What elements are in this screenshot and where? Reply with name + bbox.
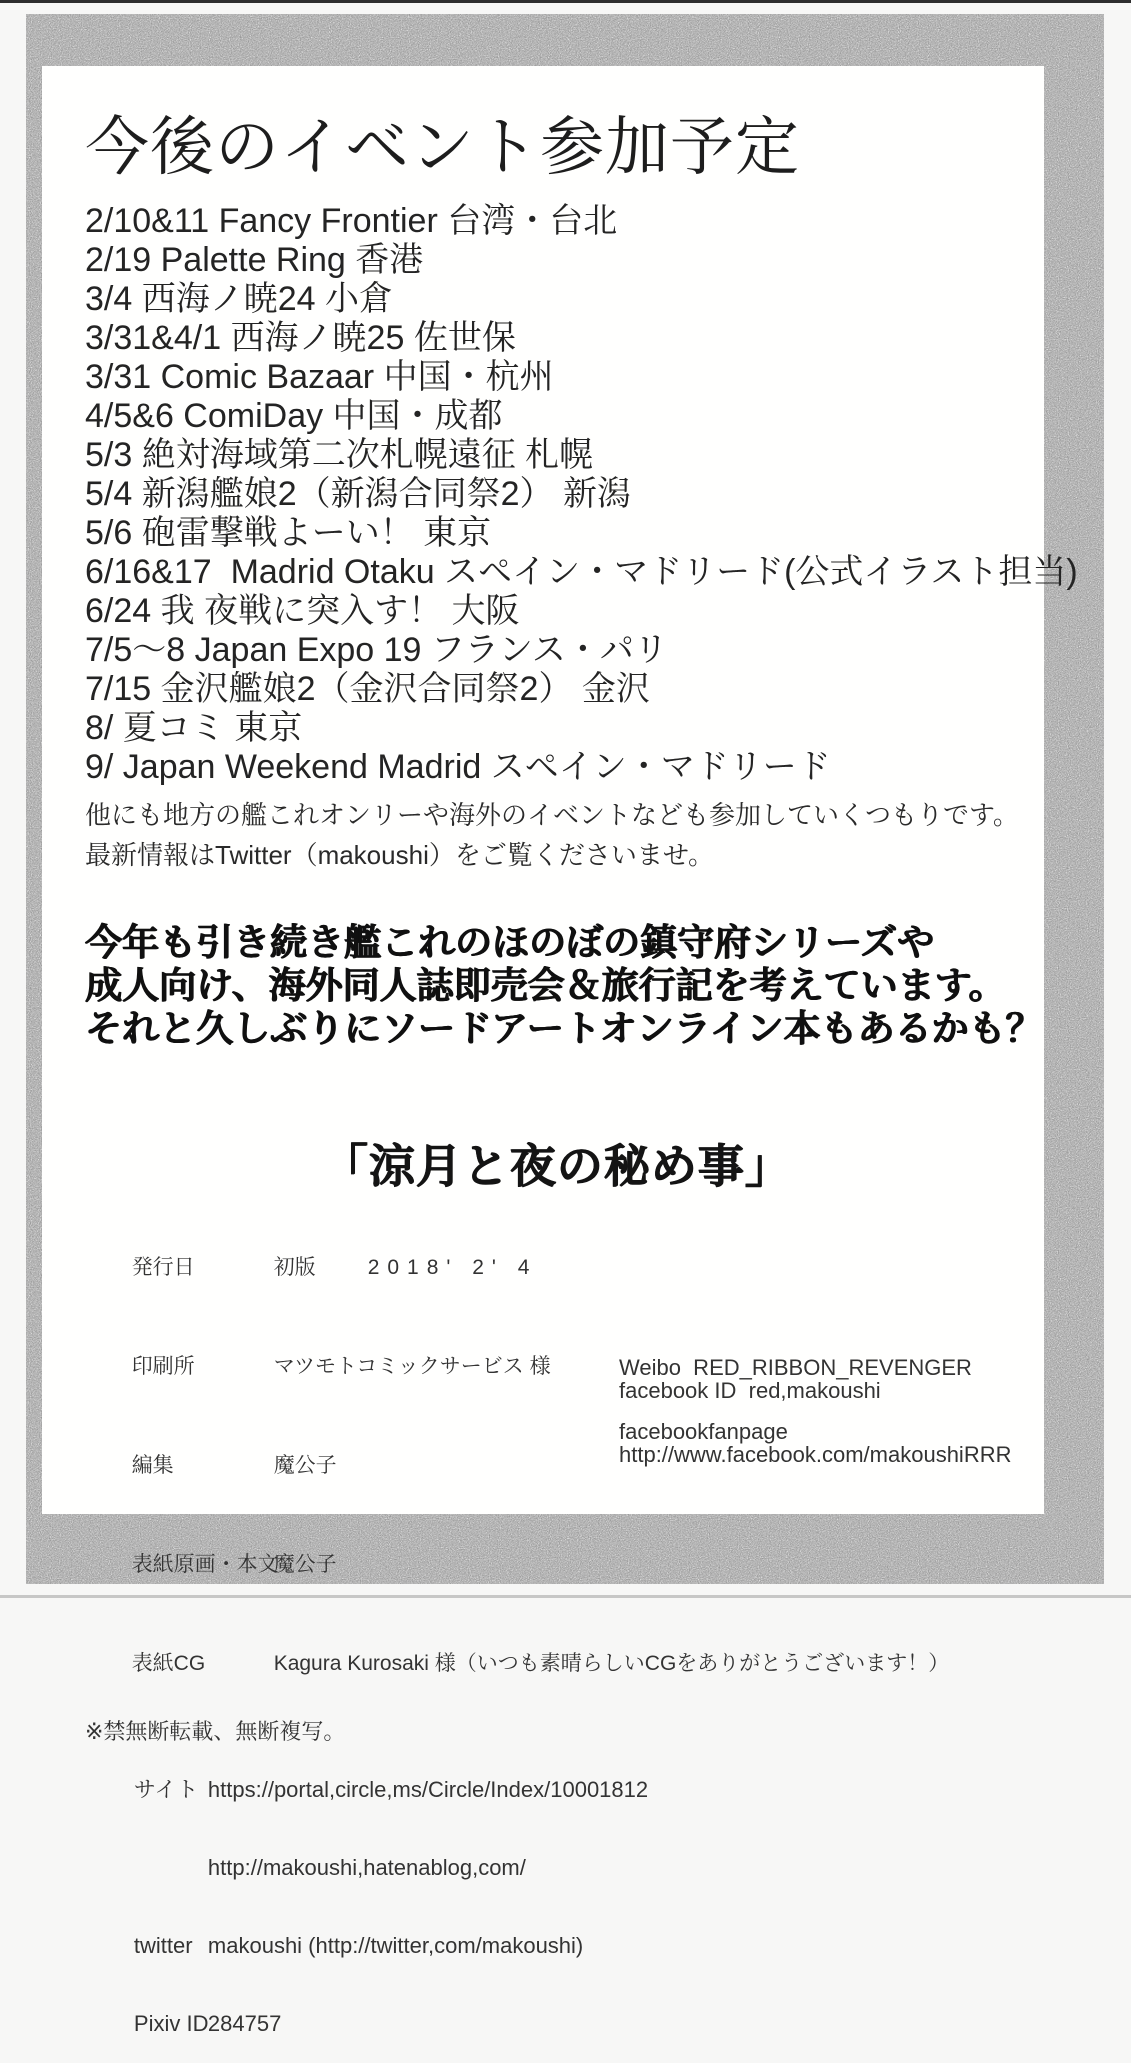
site-links-block [85, 1751, 1028, 2063]
colophon-label: 印刷所 [131, 1355, 195, 1378]
event-item: 5/6 砲雷撃戦よーい！ 東京 [85, 514, 492, 552]
event-item: 8/ 夏コミ 東京 [85, 709, 303, 747]
note-line: 最新情報はTwitter（makoushi）をご覧くださいませ。 [85, 840, 715, 870]
colophon-value: マツモトコミックサービス 様 [273, 1355, 551, 1378]
link-row [85, 1751, 1028, 1829]
pixiv-id: 284757 [207, 2011, 282, 2036]
event-item: 6/16&17 Madrid Otaku スペイン・マドリード(公式イラスト担当) [85, 553, 1078, 591]
copyright-notice: ※禁無断転載、無断複写。 [85, 1719, 346, 1744]
event-item: 2/10&11 Fancy Frontier 台湾・台北 [85, 202, 618, 240]
colophon-label: 編集 [131, 1454, 174, 1477]
link-row [85, 1829, 1028, 1907]
colophon-row [85, 1218, 1028, 1317]
colophon-value: Kagura Kurosaki 様（いつも素晴らしいCGをありがとうございます！） [273, 1652, 950, 1675]
twitter-handle: makoushi (http://twitter,com/makoushi) [207, 1933, 584, 1958]
event-item: 4/5&6 ComiDay 中国・成都 [85, 397, 503, 435]
announcement-line: それと久しぶりにソードアートオンライン本もあるかも？ [85, 1008, 1043, 1049]
colophon-label: 発行日 [131, 1256, 195, 1279]
colophon-value: 魔公子 [273, 1553, 337, 1576]
announcement-line: 今年も引き続き艦これのほのぼの鎮守府シリーズや [85, 922, 935, 963]
link-row [85, 1985, 1028, 2063]
page-content [42, 66, 1078, 2063]
event-item: 3/31&4/1 西海ノ暁25 佐世保 [85, 319, 516, 357]
notes-block [85, 795, 1028, 875]
colophon-row [85, 1614, 1028, 1713]
event-item: 7/15 金沢艦娘2（金沢合同祭2） 金沢 [85, 670, 650, 708]
colophon-row [85, 1515, 1028, 1614]
colophon-value: 魔公子 [273, 1454, 337, 1477]
link-row [85, 1907, 1028, 1985]
scan-bottom-edge-line [0, 1595, 1131, 1598]
event-item: 5/3 絶対海域第二次札幌遠征 札幌 [85, 436, 594, 474]
note-line: 他にも地方の艦これオンリーや海外のイベントなども参加していくつもりです。 [85, 800, 1019, 830]
colophon-label: 表紙CG [131, 1652, 206, 1675]
weibo-id: Weibo RED_RIBBON_REVENGER [619, 1355, 972, 1380]
facebook-id: facebook ID red,makoushi [619, 1378, 881, 1403]
event-item: 9/ Japan Weekend Madrid スペイン・マドリード [85, 748, 831, 786]
page-content-area [42, 66, 1078, 2036]
scan-top-edge-line [0, 0, 1131, 3]
blog-url: http://makoushi,hatenablog,com/ [207, 1855, 526, 1880]
facebook-fanpage-url: http://www.facebook.com/makoushiRRR [619, 1442, 1012, 1467]
link-label: twitter [133, 1933, 193, 1958]
link-label: Pixiv ID [133, 2011, 209, 2036]
publication-date: 2018' 2' 4 [367, 1256, 538, 1279]
event-item: 2/19 Palette Ring 香港 [85, 241, 424, 279]
colophon-label: 表紙原画・本文 [131, 1553, 279, 1576]
event-item: 3/4 西海ノ暁24 小倉 [85, 280, 393, 318]
link-label: サイト [133, 1777, 199, 1802]
colophon-value: 初版 [273, 1256, 316, 1279]
site-url: https://portal,circle,ms/Circle/Index/10001812 [207, 1777, 649, 1802]
event-schedule-list [85, 202, 1078, 787]
social-links-block [619, 1356, 1012, 1466]
event-item: 6/24 我 夜戦に突入す！ 大阪 [85, 592, 520, 630]
event-item: 7/5～8 Japan Expo 19 フランス・パリ [85, 631, 668, 669]
event-item: 5/4 新潟艦娘2（新潟合同祭2） 新潟 [85, 475, 631, 513]
book-title: 「涼月と夜の秘め事」 [321, 1140, 792, 1192]
event-item: 3/31 Comic Bazaar 中国・杭州 [85, 358, 554, 396]
page-title: 今後のイベント参加予定 [85, 111, 800, 183]
facebook-fanpage-label: facebookfanpage [619, 1419, 788, 1444]
announcement-line: 成人向け、海外同人誌即売会＆旅行記を考えています。 [85, 965, 1006, 1006]
announcement-block [85, 921, 1043, 1050]
